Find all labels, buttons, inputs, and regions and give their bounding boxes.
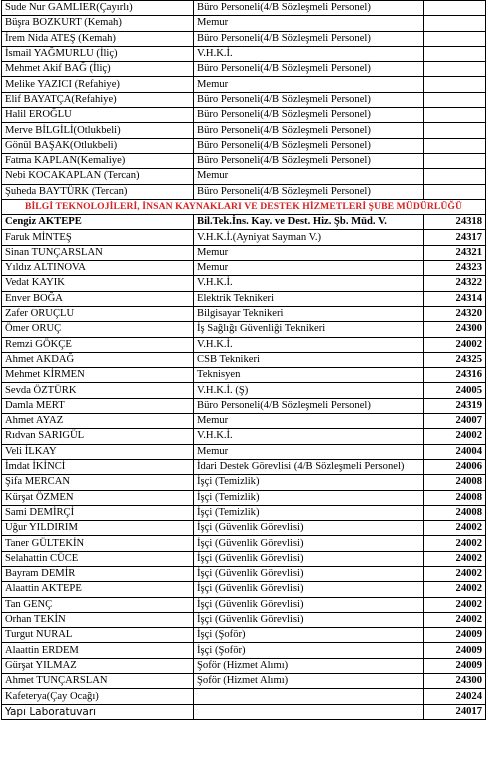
cell-name: Bayram DEMİR <box>2 566 194 581</box>
cell-name: Sinan TUNÇARSLAN <box>2 245 194 260</box>
table-row <box>2 475 486 490</box>
table-row <box>2 108 486 123</box>
table-row <box>2 658 486 673</box>
cell-name: İsmail YAĞMURLU (İliç) <box>2 46 194 61</box>
cell-title: Büro Personeli(4/B Sözleşmeli Personel) <box>194 1 424 16</box>
table-row <box>2 169 486 184</box>
table-row <box>2 429 486 444</box>
table-row <box>2 674 486 689</box>
cell-name: Faruk MİNTEŞ <box>2 230 194 245</box>
table-row <box>2 597 486 612</box>
last-code: 24017 <box>424 704 486 719</box>
last-name: Yapı Laboratuvarı <box>2 704 194 719</box>
cell-name: Kafeterya(Çay Ocağı) <box>2 689 194 704</box>
cell-code: 24300 <box>424 322 486 337</box>
table-row <box>2 490 486 505</box>
cell-title: İşçi (Güvenlik Görevlisi) <box>194 597 424 612</box>
table-row <box>2 276 486 291</box>
last-block <box>2 704 486 719</box>
table-row <box>2 628 486 643</box>
head-code: 24318 <box>424 215 486 230</box>
cell-name: Turgut NURAL <box>2 628 194 643</box>
cell-name: Nebi KOCAKAPLAN (Tercan) <box>2 169 194 184</box>
cell-title: Bilgisayar Teknikeri <box>194 306 424 321</box>
table-row <box>2 505 486 520</box>
cell-title: V.H.K.İ.(Ayniyat Sayman V.) <box>194 230 424 245</box>
cell-name: Sevda ÖZTÜRK <box>2 383 194 398</box>
cell-name: Şifa MERCAN <box>2 475 194 490</box>
table-row <box>2 566 486 581</box>
table-row <box>2 444 486 459</box>
cell-title: İşçi (Güvenlik Görevlisi) <box>194 582 424 597</box>
cell-code: 24002 <box>424 597 486 612</box>
cell-title: V.H.K.İ. <box>194 429 424 444</box>
table-row <box>2 261 486 276</box>
cell-name: Sude Nur GAMLIER(Çayırlı) <box>2 1 194 16</box>
table-row <box>2 153 486 168</box>
cell-name: Orhan TEKİN <box>2 612 194 627</box>
cell-code: 24002 <box>424 582 486 597</box>
table-row <box>2 337 486 352</box>
cell-title: İşçi (Temizlik) <box>194 505 424 520</box>
cell-code: 24300 <box>424 674 486 689</box>
cell-name: Gönül BAŞAK(Otlukbeli) <box>2 138 194 153</box>
section-title: BİLGİ TEKNOLOJİLERİ, İNSAN KAYNAKLARI VE DESTEK HİZMETLERİ ŞUBE MÜDÜRLÜĞÜ <box>2 199 486 214</box>
table-row <box>2 1 486 16</box>
cell-title: Büro Personeli(4/B Sözleşmeli Personel) <box>194 92 424 107</box>
table-row <box>2 184 486 199</box>
table-row <box>2 291 486 306</box>
cell-code <box>424 123 486 138</box>
cell-name: Tan GENÇ <box>2 597 194 612</box>
cell-name: İrem Nida ATEŞ (Kemah) <box>2 31 194 46</box>
cell-title: İşçi (Güvenlik Görevlisi) <box>194 566 424 581</box>
cell-code: 24002 <box>424 612 486 627</box>
table-row <box>2 77 486 92</box>
section-block <box>2 199 486 230</box>
cell-name: Fatma KAPLAN(Kemaliye) <box>2 153 194 168</box>
cell-code: 24002 <box>424 521 486 536</box>
cell-title: V.H.K.İ. <box>194 46 424 61</box>
cell-name: Alaattin AKTEPE <box>2 582 194 597</box>
cell-name: Melike YAZICI (Refahiye) <box>2 77 194 92</box>
table-row <box>2 322 486 337</box>
table-row <box>2 521 486 536</box>
cell-title: V.H.K.İ. (Ş) <box>194 383 424 398</box>
cell-name: Şuheda BAYTÜRK (Tercan) <box>2 184 194 199</box>
table-row <box>2 536 486 551</box>
table-row <box>2 31 486 46</box>
table-row <box>2 46 486 61</box>
cell-code: 24009 <box>424 658 486 673</box>
cell-title: Şoför (Hizmet Alımı) <box>194 658 424 673</box>
cell-name: Gürşat YILMAZ <box>2 658 194 673</box>
cell-title: Memur <box>194 16 424 31</box>
cell-name: İmdat İKİNCİ <box>2 459 194 474</box>
cell-title: Memur <box>194 169 424 184</box>
table-row <box>2 306 486 321</box>
cell-code: 24002 <box>424 337 486 352</box>
cell-code: 24002 <box>424 536 486 551</box>
cell-name: Veli İLKAY <box>2 444 194 459</box>
cell-title: Büro Personeli(4/B Sözleşmeli Personel) <box>194 153 424 168</box>
table-row <box>2 62 486 77</box>
cell-title: Memur <box>194 414 424 429</box>
cell-code <box>424 108 486 123</box>
cell-code <box>424 62 486 77</box>
table-row <box>2 230 486 245</box>
cell-code <box>424 92 486 107</box>
cell-name: Selahattin CÜCE <box>2 551 194 566</box>
cell-title: Memur <box>194 77 424 92</box>
cell-name: Mehmet Akif BAĞ (İliç) <box>2 62 194 77</box>
cell-name: Kürşat ÖZMEN <box>2 490 194 505</box>
cell-name: Damla MERT <box>2 398 194 413</box>
cell-title: İşçi (Güvenlik Görevlisi) <box>194 521 424 536</box>
last-title <box>194 704 424 719</box>
cell-title: Büro Personeli(4/B Sözleşmeli Personel) <box>194 31 424 46</box>
cell-title: İşçi (Güvenlik Görevlisi) <box>194 612 424 627</box>
cell-name: Sami DEMİRÇİ <box>2 505 194 520</box>
cell-code: 24024 <box>424 689 486 704</box>
cell-code: 24317 <box>424 230 486 245</box>
head-title: Bil.Tek.İns. Kay. ve Dest. Hiz. Şb. Müd. V. <box>194 215 424 230</box>
cell-name: Merve BİLGİLİ(Otlukbeli) <box>2 123 194 138</box>
cell-title: CSB Teknikeri <box>194 352 424 367</box>
table-row <box>2 398 486 413</box>
section-title-row <box>2 199 486 214</box>
cell-code: 24323 <box>424 261 486 276</box>
cell-title: İşçi (Temizlik) <box>194 475 424 490</box>
cell-code <box>424 77 486 92</box>
cell-code <box>424 16 486 31</box>
cell-code <box>424 46 486 61</box>
cell-title: Memur <box>194 261 424 276</box>
table-row <box>2 16 486 31</box>
cell-code: 24319 <box>424 398 486 413</box>
cell-title: V.H.K.İ. <box>194 276 424 291</box>
cell-title: İdari Destek Görevlisi (4/B Sözleşmeli Personel) <box>194 459 424 474</box>
table-row <box>2 368 486 383</box>
table-row <box>2 643 486 658</box>
cell-code: 24006 <box>424 459 486 474</box>
cell-name: Vedat KAYIK <box>2 276 194 291</box>
cell-code: 24008 <box>424 505 486 520</box>
cell-name: Uğur YILDIRIM <box>2 521 194 536</box>
cell-title <box>194 689 424 704</box>
cell-code: 24005 <box>424 383 486 398</box>
cell-title: Büro Personeli(4/B Sözleşmeli Personel) <box>194 184 424 199</box>
cell-title: İşçi (Güvenlik Görevlisi) <box>194 536 424 551</box>
cell-title: Büro Personeli(4/B Sözleşmeli Personel) <box>194 108 424 123</box>
table-row <box>2 245 486 260</box>
last-row <box>2 704 486 719</box>
cell-name: Mehmet KİRMEN <box>2 368 194 383</box>
table-row <box>2 138 486 153</box>
cell-title: Büro Personeli(4/B Sözleşmeli Personel) <box>194 62 424 77</box>
table-row <box>2 612 486 627</box>
cell-name: Zafer ORUÇLU <box>2 306 194 321</box>
cell-title: İşçi (Temizlik) <box>194 490 424 505</box>
cell-title: V.H.K.İ. <box>194 337 424 352</box>
cell-name: Ahmet AYAZ <box>2 414 194 429</box>
cell-code: 24325 <box>424 352 486 367</box>
cell-code: 24002 <box>424 429 486 444</box>
cell-code <box>424 169 486 184</box>
section-head-row <box>2 215 486 230</box>
cell-code: 24320 <box>424 306 486 321</box>
table-row <box>2 414 486 429</box>
cell-code <box>424 1 486 16</box>
table-row <box>2 383 486 398</box>
table-row <box>2 459 486 474</box>
cell-code: 24008 <box>424 490 486 505</box>
cell-title: İşçi (Şoför) <box>194 643 424 658</box>
cell-name: Büşra BOZKURT (Kemah) <box>2 16 194 31</box>
cell-code: 24004 <box>424 444 486 459</box>
cell-code: 24321 <box>424 245 486 260</box>
cell-code: 24008 <box>424 475 486 490</box>
table-row <box>2 582 486 597</box>
cell-code: 24314 <box>424 291 486 306</box>
top-rows <box>2 1 486 200</box>
cell-name: Alaattin ERDEM <box>2 643 194 658</box>
cell-code: 24007 <box>424 414 486 429</box>
cell-title: Elektrik Teknikeri <box>194 291 424 306</box>
cell-name: Ahmet TUNÇARSLAN <box>2 674 194 689</box>
table-row <box>2 551 486 566</box>
cell-name: Ömer ORUÇ <box>2 322 194 337</box>
cell-name: Yıldız ALTINOVA <box>2 261 194 276</box>
cell-title: İşçi (Şoför) <box>194 628 424 643</box>
cell-title: Büro Personeli(4/B Sözleşmeli Personel) <box>194 123 424 138</box>
cell-code: 24009 <box>424 628 486 643</box>
cell-title: Teknisyen <box>194 368 424 383</box>
table-row <box>2 123 486 138</box>
cell-title: Büro Personeli(4/B Sözleşmeli Personel) <box>194 398 424 413</box>
cell-name: Elif BAYATÇA(Refahiye) <box>2 92 194 107</box>
cell-code: 24002 <box>424 551 486 566</box>
table-row <box>2 92 486 107</box>
head-name: Cengiz AKTEPE <box>2 215 194 230</box>
cell-code <box>424 31 486 46</box>
staff-rows <box>2 230 486 704</box>
cell-code <box>424 153 486 168</box>
cell-name: Ahmet AKDAĞ <box>2 352 194 367</box>
cell-title: Memur <box>194 444 424 459</box>
cell-title: Büro Personeli(4/B Sözleşmeli Personel) <box>194 138 424 153</box>
cell-title: Şoför (Hizmet Alımı) <box>194 674 424 689</box>
cell-title: İş Sağlığı Güvenliği Teknikeri <box>194 322 424 337</box>
cell-code: 24322 <box>424 276 486 291</box>
cell-name: Rıdvan SARIGÜL <box>2 429 194 444</box>
cell-title: Memur <box>194 245 424 260</box>
staff-table <box>1 0 486 720</box>
cell-code: 24009 <box>424 643 486 658</box>
cell-title: İşçi (Güvenlik Görevlisi) <box>194 551 424 566</box>
table-row <box>2 352 486 367</box>
cell-code <box>424 184 486 199</box>
cell-name: Enver BOĞA <box>2 291 194 306</box>
cell-code <box>424 138 486 153</box>
cell-name: Taner GÜLTEKİN <box>2 536 194 551</box>
cell-code: 24002 <box>424 566 486 581</box>
cell-code: 24316 <box>424 368 486 383</box>
cell-name: Remzi GÖKÇE <box>2 337 194 352</box>
cell-name: Halil EROĞLU <box>2 108 194 123</box>
table-row <box>2 689 486 704</box>
